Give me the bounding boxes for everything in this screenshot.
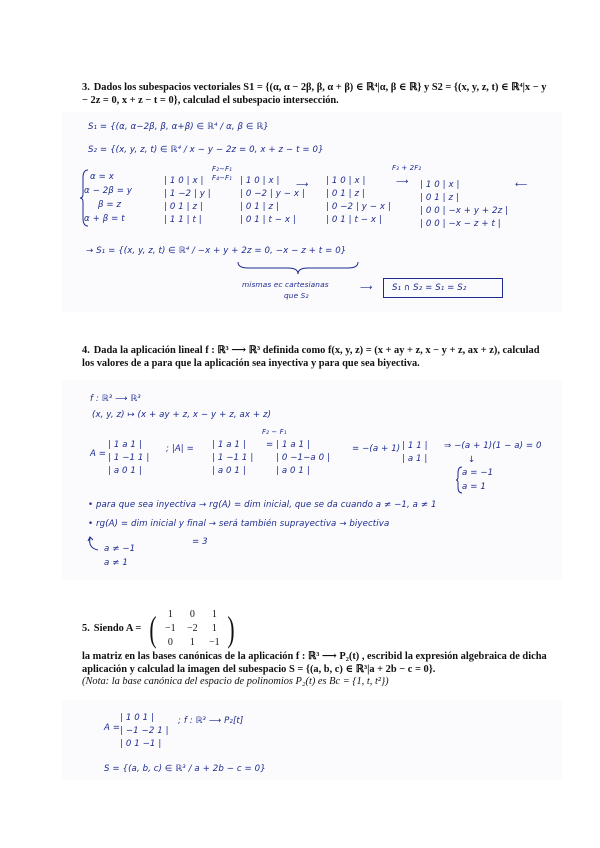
- hw-line: | 0 0 | −x + y + 2z |: [420, 206, 509, 216]
- hw-line: β = z: [98, 200, 122, 210]
- condition: a ≠ 1: [104, 558, 128, 568]
- final-answer: S₁ ∩ S₂ = S₁ = S₂: [392, 283, 467, 293]
- solution: a = −1: [462, 468, 494, 478]
- hw-line: f : ℝ³ ⟶ ℝ³: [90, 394, 141, 404]
- underbrace: [238, 262, 358, 274]
- hw-line: | 1 0 | x |: [240, 176, 280, 186]
- hw-line: | 1 a 1 |: [212, 440, 246, 450]
- hw-line: S₁ = {(α, α−2β, β, α+β) ∈ ℝ⁴ / α, β ∈ ℝ}: [88, 122, 269, 132]
- hw-line: α + β = t: [84, 214, 125, 224]
- curved-arrow: [86, 536, 100, 552]
- matrix-A: ( 1 0 1 −1 −2 1 0 1 −1 ): [149, 609, 235, 649]
- hw-line: = | 1 a 1 |: [266, 440, 310, 450]
- question-3: [82, 82, 550, 107]
- hw-line: | 1 a 1 |: [108, 440, 142, 450]
- matrix-cell: 1: [189, 637, 195, 648]
- hw-line: | 0 1 | z |: [164, 202, 203, 212]
- hw-line: | 1 0 | x |: [164, 176, 204, 186]
- hw-line: | a 0 1 |: [276, 466, 310, 476]
- matrix-cell: 0: [189, 609, 195, 620]
- hw-line: | 0 1 −1 |: [120, 739, 162, 749]
- hw-line: | 1 0 | x |: [420, 180, 460, 190]
- question-text-a: Siendo A =: [93, 622, 142, 634]
- hw-line: | 0 1 | z |: [420, 193, 459, 203]
- hw-line: | 1 −1 1 |: [212, 453, 254, 463]
- hw-line: | 0 1 | t − x |: [326, 215, 382, 225]
- hw-line: | 0 1 | z |: [326, 189, 365, 199]
- hw-line: α − 2β = y: [84, 186, 133, 196]
- hw-line: A =: [90, 449, 107, 459]
- arrow: ⟶: [360, 283, 373, 293]
- question-note: (Nota: la base canónica del espacio de polinomios P₂(t) es Bc = {1, t, t²}): [82, 676, 389, 687]
- arrow: ⟶: [396, 177, 409, 187]
- rank-value: = 3: [192, 537, 208, 547]
- note-bijective: • rg(A) = dim inicial y final → será también suprayectiva → biyectiva: [88, 519, 390, 529]
- hw-line: | 0 −2 | y − x |: [326, 202, 391, 212]
- hw-line: S₂ = {(x, y, z, t) ∈ ℝ⁴ / x − y − 2z = 0, x + z − t = 0}: [88, 145, 324, 155]
- hw-line: | 0 1 | t − x |: [240, 215, 296, 225]
- arrow: ⟶: [296, 180, 309, 190]
- hw-line: | 1 0 | x |: [326, 176, 366, 186]
- matrix-cell: −1: [208, 637, 220, 648]
- question-text: Dados los subespacios vectoriales S1 = {(α, α − 2β, β, α + β) ∈ ℝ⁴|α, β ∈ ℝ} y S2 = {(x, y, z, t) ∈ ℝ⁴|x − y − 2z = 0, x + z − t = 0}, calculad el subespacio intersección.: [82, 82, 547, 106]
- question-4: [82, 345, 550, 370]
- row-op-label: F₂−F₁: [212, 165, 233, 173]
- arrow: ⟵: [515, 180, 528, 190]
- hw-line: | 1 1 | t |: [164, 215, 202, 225]
- hw-line: ; |A| =: [166, 444, 194, 454]
- hw-line: | a 1 |: [402, 454, 428, 464]
- hw-line: | 0 −1−a 0 |: [276, 453, 330, 463]
- condition: a ≠ −1: [104, 544, 136, 554]
- note-injective: • para que sea inyectiva → rg(A) = dim inicial, que se da cuando a ≠ −1, a ≠ 1: [88, 500, 437, 510]
- hw-line: | 0 −2 | y − x |: [240, 189, 305, 199]
- hw-line: (x, y, z) ↦ (x + ay + z, x − y + z, ax + z): [92, 410, 272, 420]
- hw-line: | a 0 1 |: [212, 466, 246, 476]
- question-5: [82, 608, 552, 689]
- question-number: 5.: [82, 622, 90, 634]
- hw-line: | 0 1 | z |: [240, 202, 279, 212]
- hw-line: | −1 −2 1 |: [120, 726, 169, 736]
- hw-line: | 1 −1 1 |: [108, 453, 150, 463]
- matrix-cell: −1: [164, 623, 176, 634]
- system-brace: [80, 168, 90, 228]
- matrix-cell: 0: [167, 637, 173, 648]
- row-op-label: F₃ + 2F₂: [392, 164, 422, 172]
- solution: a = 1: [462, 482, 486, 492]
- row-op-label: F₄−F₁: [212, 174, 233, 182]
- row-op-label: F₂ − F₁: [262, 428, 287, 436]
- comment: mismas ec cartesianas: [242, 280, 329, 289]
- hw-line: | 1 −2 | y |: [164, 189, 211, 199]
- question-text: Dada la aplicación lineal f : ℝ³ ⟶ ℝ³ definida como f(x, y, z) = (x + ay + z, x − y + z, ax + z), calculad los valores de a para que la aplicación sea inyectiva y para que sea biyectiva.: [82, 345, 540, 369]
- result-line: → S₁ = {(x, y, z, t) ∈ ℝ⁴ / −x + y + 2z = 0, −x − z + t = 0}: [86, 246, 347, 256]
- hw-line: = −(a + 1): [352, 444, 401, 454]
- matrix-cell: 1: [211, 623, 217, 634]
- question-number: 3.: [82, 82, 90, 93]
- hw-line: α = x: [90, 172, 114, 182]
- question-text-b: la matriz en las bases canónicas de la aplicación f : ℝ³ ⟶ P₂(t) , escribid la expresión algebraica de dicha aplicación y calculad la imagen del subespacio S = {(a, b, c) ∈ ℝ³|a + 2b − c = 0}.: [82, 651, 547, 675]
- matrix-cell: 1: [167, 609, 173, 620]
- arrow: ↓: [468, 455, 476, 465]
- equation: ⇒ −(a + 1)(1 − a) = 0: [444, 441, 542, 451]
- matrix-cell: −2: [186, 623, 198, 634]
- hw-line: | 0 0 | −x − z + t |: [420, 219, 501, 229]
- comment: que S₂: [284, 291, 309, 300]
- question-number: 4.: [82, 345, 90, 356]
- hw-line: | 1 0 1 |: [120, 713, 155, 723]
- hw-line: | 1 1 |: [402, 441, 428, 451]
- matrix-cell: 1: [211, 609, 217, 620]
- hw-line: A =: [104, 723, 121, 733]
- hw-line: ; f : ℝ³ ⟶ P₂[t]: [178, 716, 244, 726]
- hw-line: | a 0 1 |: [108, 466, 142, 476]
- solution-brace: [456, 467, 462, 493]
- hw-line: S = {(a, b, c) ∈ ℝ³ / a + 2b − c = 0}: [104, 764, 266, 774]
